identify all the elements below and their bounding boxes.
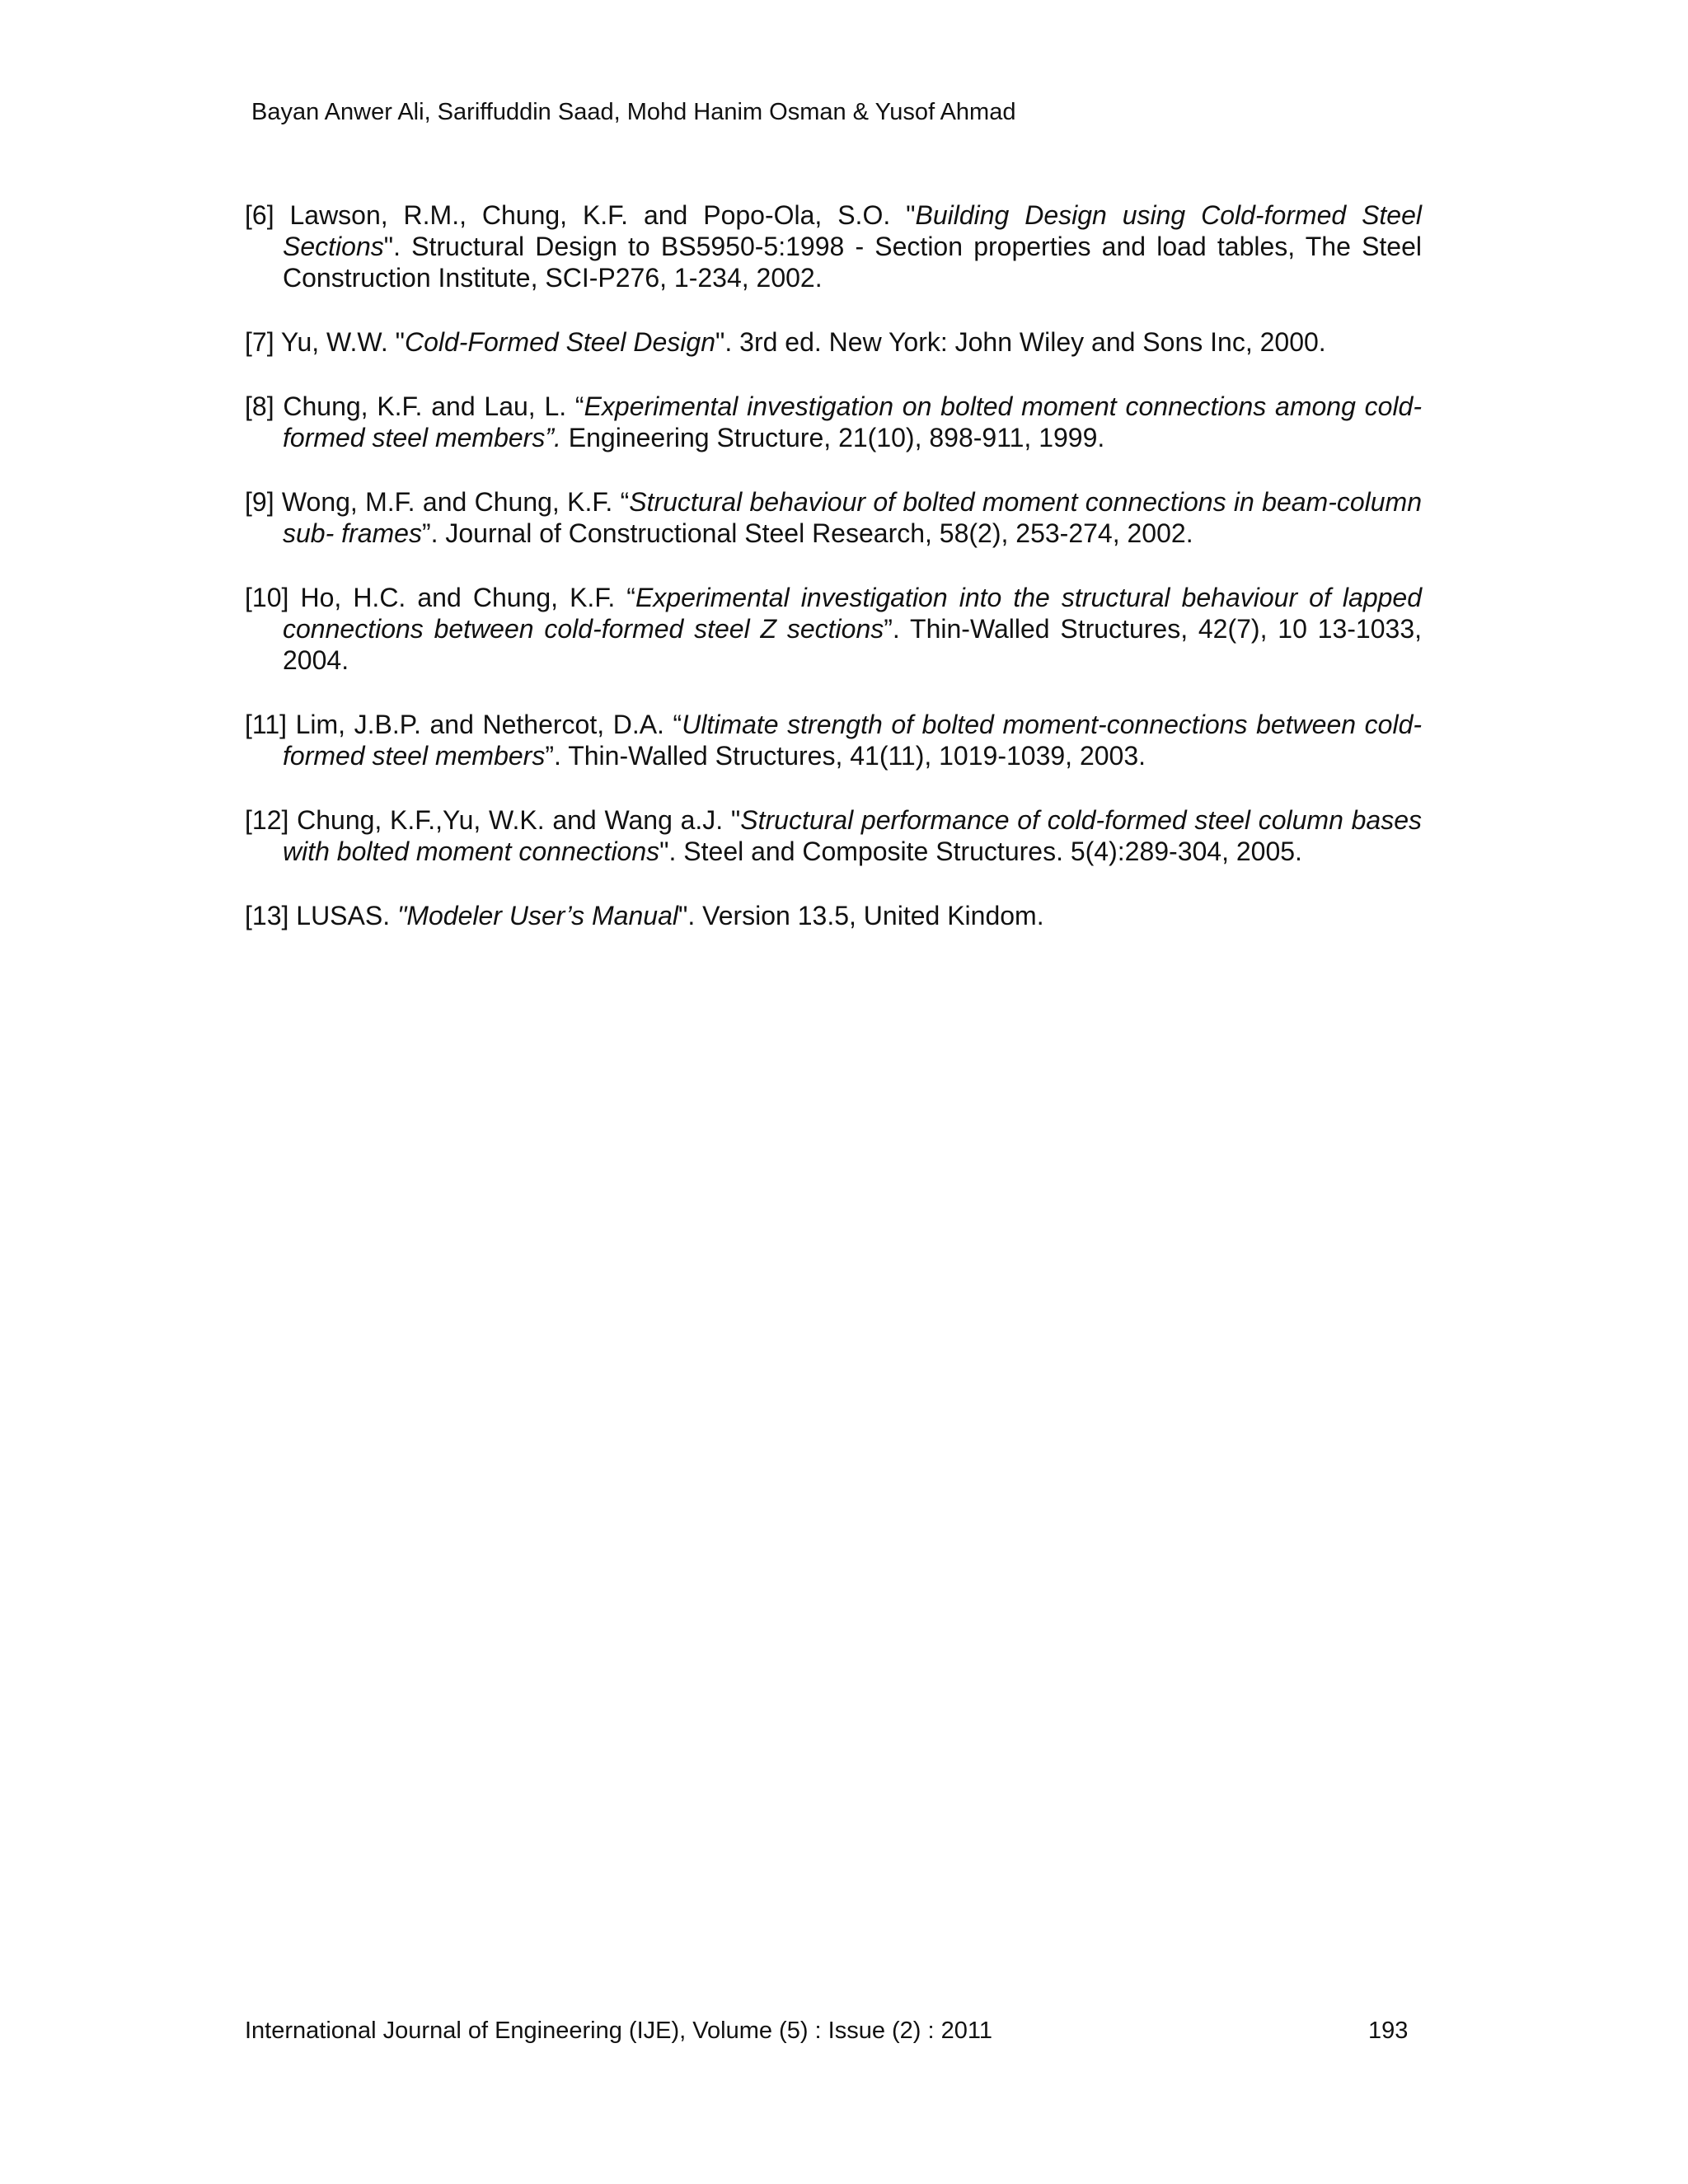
reference-authors: LUSAS. [296,901,397,930]
reference-title: Experimental investigation into the structural behaviour of lapped connections between cold-formed steel Z sections [283,583,1423,644]
reference-source: ". Version 13.5, United Kindom. [678,901,1044,930]
reference-6 [245,199,1422,293]
reference-authors: Chung, K.F.,Yu, W.K. and Wang a.J. " [297,805,741,835]
reference-title: Structural behaviour of bolted moment connections in beam-column sub- frames [283,487,1423,548]
reference-authors: Yu, W.W. " [280,327,405,357]
page-number: 193 [1368,2018,1409,2044]
reference-source: ". Structural Design to BS5950-5:1998 - Section properties and load tables, The Steel Construction Institute, SCI-P276, 1-234, 2002. [283,232,1422,293]
reference-source: ”. Thin-Walled Structures, 41(11), 1019-1039, 2003. [545,741,1146,771]
footer-journal-citation: International Journal of Engineering (IJE), Volume (5) : Issue (2) : 2011 [245,2018,993,2044]
reference-number: [10] [245,583,289,612]
reference-source: ". Steel and Composite Structures. 5(4):289-304, 2005. [659,837,1302,866]
reference-source: ". 3rd ed. New York: John Wiley and Sons Inc, 2000. [715,327,1326,357]
reference-number: [13] [245,901,289,930]
reference-title: Cold-Formed Steel Design [404,327,715,357]
reference-number: [12] [245,805,289,835]
reference-number: [6] [245,200,274,230]
reference-number: [8] [245,391,274,421]
reference-source: ”. Journal of Constructional Steel Research, 58(2), 253-274, 2002. [421,518,1193,548]
reference-authors: Ho, H.C. and Chung, K.F. “ [300,583,635,612]
reference-number: [11] [245,710,287,739]
reference-source: Engineering Structure, 21(10), 898-911, 1999. [560,423,1105,452]
reference-7 [245,326,1422,358]
reference-9 [245,486,1422,549]
reference-13 [245,900,1422,931]
reference-number: [7] [245,327,274,357]
reference-source: ”. Thin-Walled Structures, 42(7), 10 13-1033, 2004. [283,614,1423,675]
reference-title: Structural performance of cold-formed steel column bases with bolted moment connections [283,805,1423,866]
reference-authors: Lawson, R.M., Chung, K.F. and Popo-Ola, S.O. " [289,200,916,230]
running-header-authors: Bayan Anwer Ali, Sariffuddin Saad, Mohd Hanim Osman & Yusof Ahmad [251,99,1016,125]
reference-title: Experimental investigation on bolted moment connections among cold-formed steel members”. [283,391,1423,452]
reference-12 [245,804,1422,867]
reference-title: "Modeler User’s Manual [396,901,678,930]
reference-title: Building Design using Cold-formed Steel Sections [283,200,1423,261]
reference-list [245,199,1422,964]
reference-title: Ultimate strength of bolted moment-connections between cold-formed steel members [283,710,1423,771]
reference-8 [245,391,1422,453]
reference-authors: Chung, K.F. and Lau, L. “ [283,391,584,421]
reference-11 [245,709,1422,771]
reference-10 [245,582,1422,676]
reference-authors: Wong, M.F. and Chung, K.F. “ [281,487,630,517]
reference-authors: Lim, J.B.P. and Nethercot, D.A. “ [295,710,682,739]
reference-number: [9] [245,487,274,517]
